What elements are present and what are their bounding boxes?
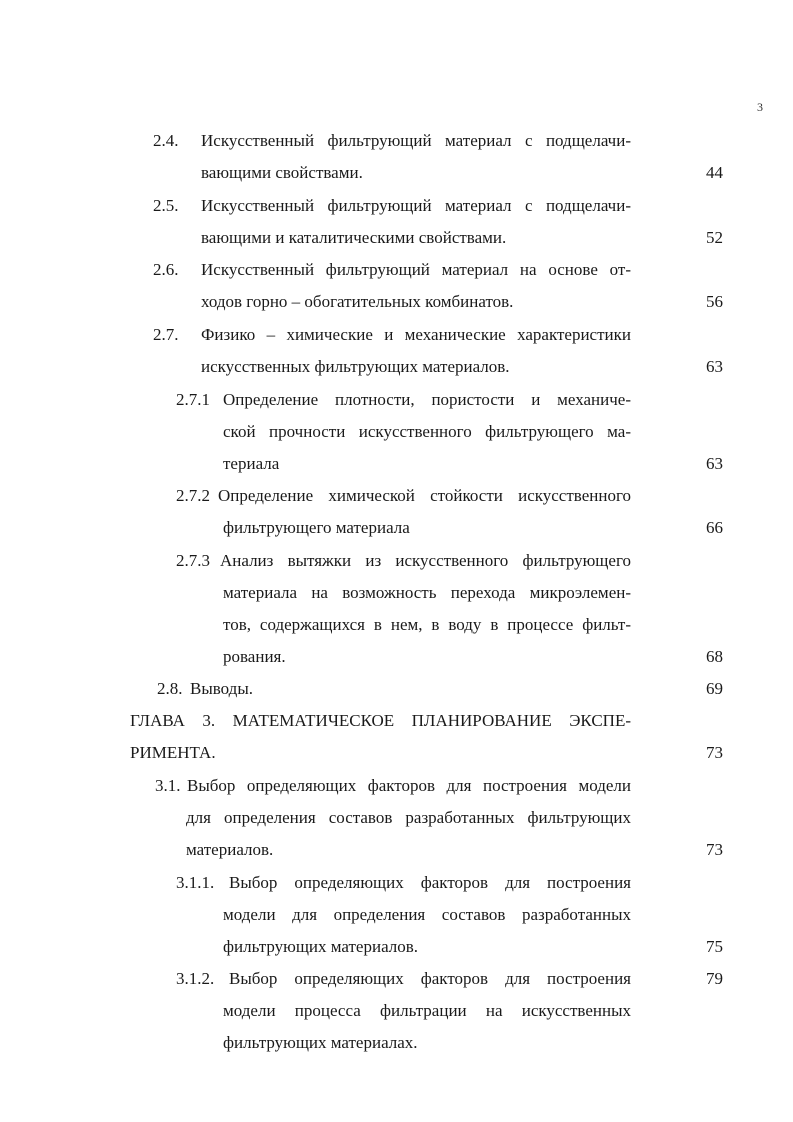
toc-text-2-7-1-line-1: Определение плотности, пористости и механиче-: [223, 390, 631, 409]
toc-page-3-1-1: 75: [706, 937, 723, 956]
toc-page-chapter-3: 73: [706, 743, 723, 762]
toc-number-2-6: 2.6.: [153, 260, 179, 279]
toc-text-3-1-1-line-1: Выбор определяющих факторов для построения: [229, 873, 631, 892]
toc-text-2-7-1-line-2: ской прочности искусственного фильтрующего ма-: [223, 422, 631, 441]
toc-text-2-5-line-1: Искусственный фильтрующий материал с подщелачи-: [201, 196, 631, 215]
toc-text-2-7-3-line-3: тов, содержащихся в нем, в воду в процессе фильт-: [223, 615, 631, 634]
page-number: 3: [757, 100, 763, 114]
toc-page-2-7-1: 63: [706, 454, 723, 473]
toc-text-2-7-3-line-1: Анализ вытяжки из искусственного фильтрующего: [220, 551, 631, 570]
toc-text-2-7-1-line-3: териала: [223, 454, 280, 473]
toc-text-3-1-2-line-1: Выбор определяющих факторов для построения: [229, 969, 631, 988]
toc-chapter-3-line-2: РИМЕНТА.: [130, 743, 216, 762]
toc-page-2-6: 56: [706, 292, 723, 311]
toc-text-3-1-1-line-3: фильтрующих материалов.: [223, 937, 419, 956]
toc-number-2-4: 2.4.: [153, 131, 179, 150]
toc-text-3-1-2-line-2: модели процесса фильтрации на искусственных: [223, 1001, 631, 1020]
toc-page-3-1: 73: [706, 840, 723, 859]
toc-number-2-7-1: 2.7.1: [176, 390, 210, 409]
toc-number-2-7-2: 2.7.2: [176, 486, 210, 505]
toc-number-2-7-3: 2.7.3: [176, 551, 210, 570]
toc-text-3-1-line-1: Выбор определяющих факторов для построения модели: [187, 776, 631, 795]
toc-page-2-7: 63: [706, 357, 723, 376]
toc-text-3-1-2-line-3: фильтрующих материалах.: [223, 1033, 418, 1052]
toc-text-2-5-line-2: вающими и каталитическими свойствами.: [201, 228, 507, 247]
toc-number-3-1-2: 3.1.2.: [176, 969, 215, 988]
toc-page-3-1-2: 79: [706, 969, 723, 988]
toc-text-2-7-2-line-1: Определение химической стойкости искусственного: [218, 486, 631, 505]
toc-text-2-4-line-2: вающими свойствами.: [201, 163, 363, 182]
toc-page-2-7-3: 68: [706, 647, 723, 666]
toc-number-3-1: 3.1.: [155, 776, 181, 795]
toc-text-2-7-3-line-2: материала на возможность перехода микроэлемен-: [223, 583, 631, 602]
toc-page-2-5: 52: [706, 228, 723, 247]
toc-text-3-1-line-2: для определения составов разработанных фильтрующих: [186, 808, 631, 827]
toc-page-2-8: 69: [706, 679, 723, 698]
toc-text-2-7-line-1: Физико – химические и механические характеристики: [201, 325, 631, 344]
toc-page-2-7-2: 66: [706, 518, 723, 537]
toc-number-2-7: 2.7.: [153, 325, 179, 344]
toc-text-2-7-2-line-2: фильтрующего материала: [223, 518, 410, 537]
toc-text-3-1-line-3: материалов.: [186, 840, 274, 859]
toc-text-2-7-3-line-4: рования.: [223, 647, 286, 666]
toc-page-2-4: 44: [706, 163, 723, 182]
toc-text-2-7-line-2: искусственных фильтрующих материалов.: [201, 357, 510, 376]
toc-text-3-1-1-line-2: модели для определения составов разработанных: [223, 905, 631, 924]
toc-number-2-8: 2.8.: [157, 679, 183, 698]
toc-text-2-4-line-1: Искусственный фильтрующий материал с подщелачи-: [201, 131, 631, 150]
toc-text-2-6-line-1: Искусственный фильтрующий материал на основе от-: [201, 260, 631, 279]
toc-text-2-6-line-2: ходов горно – обогатительных комбинатов.: [201, 292, 514, 311]
toc-chapter-3-line-1: ГЛАВА 3. МАТЕМАТИЧЕСКОЕ ПЛАНИРОВАНИЕ ЭКСПЕ-: [130, 711, 631, 730]
toc-number-2-5: 2.5.: [153, 196, 179, 215]
toc-number-3-1-1: 3.1.1.: [176, 873, 215, 892]
toc-text-2-8-line-1: Выводы.: [190, 679, 254, 698]
